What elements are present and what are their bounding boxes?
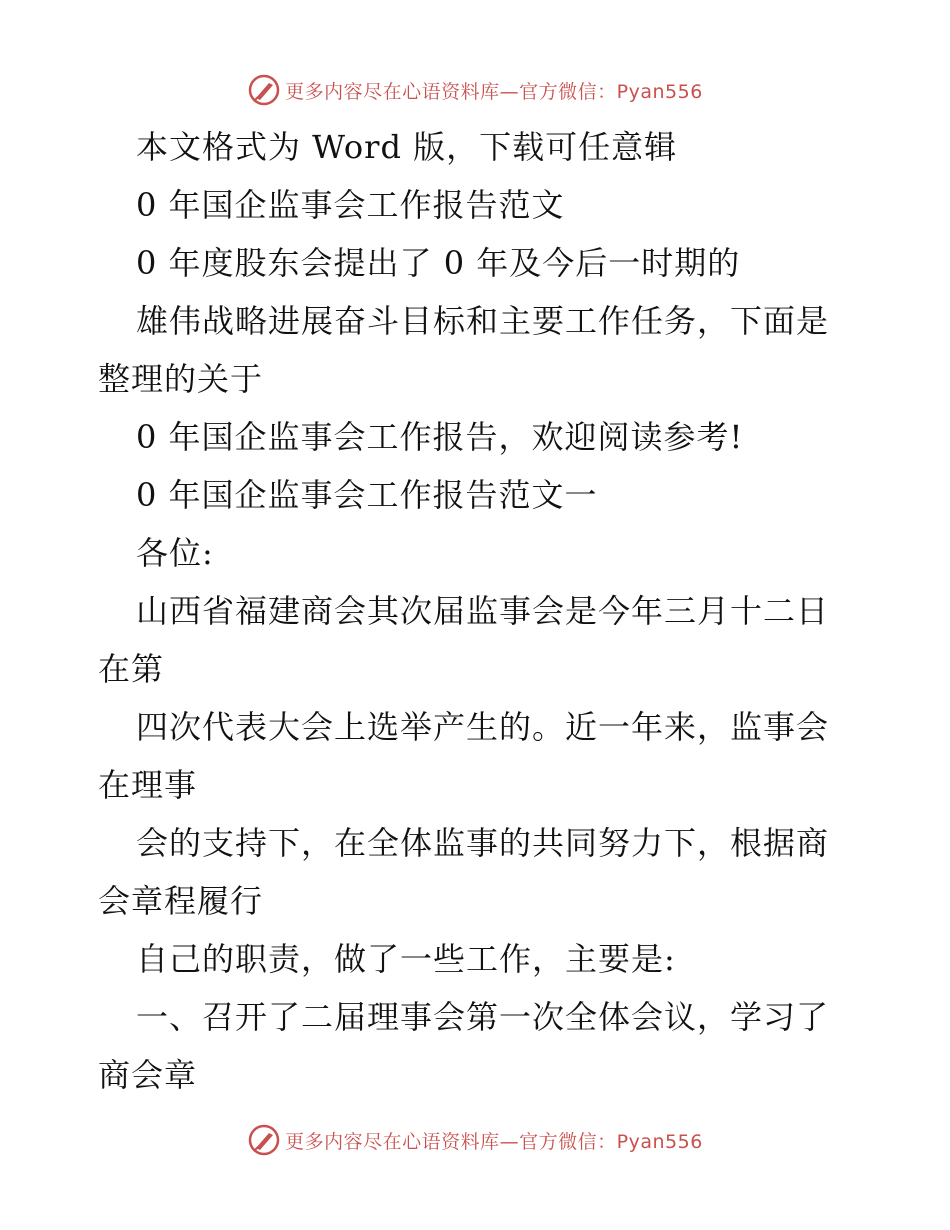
text-line: 整理的关于 [98,360,264,398]
text-line: 商会章 [98,1056,198,1094]
quill-logo-icon [247,73,281,107]
text-line: 0 年国企监事会工作报告，欢迎阅读参考! [136,418,744,456]
text-line: 一、召开了二届理事会第一次全体会议，学习了 [136,998,830,1036]
text-line: 会章程履行 [98,882,264,920]
text-line: 0 年度股东会提出了 0 年及今后一时期的 [136,244,741,282]
banner-text: 更多内容尽在心语资料库—官方微信：Pyan556 [285,1130,703,1153]
quill-logo-icon [247,1123,281,1157]
banner-text: 更多内容尽在心语资料库—官方微信：Pyan556 [285,80,703,103]
text-line: 各位: [136,534,214,572]
text-line: 会的支持下，在全体监事的共同努力下，根据商 [136,824,830,862]
text-line: 雄伟战略进展奋斗目标和主要工作任务，下面是 [136,302,830,340]
text-line: 在理事 [98,766,198,804]
footer-banner [0,1120,950,1160]
text-line: 自己的职责，做了一些工作，主要是: [136,940,676,978]
text-line: 在第 [98,650,165,688]
text-line: 本文格式为 Word 版，下载可任意辑 [136,128,678,166]
text-line: 0 年国企监事会工作报告范文一 [136,476,598,514]
text-line: 四次代表大会上选举产生的。近一年来，监事会 [136,708,830,746]
text-line: 山西省福建商会其次届监事会是今年三月十二日 [136,592,830,630]
document-body [98,118,858,1104]
header-banner [0,70,950,110]
text-line: 0 年国企监事会工作报告范文 [136,186,565,224]
